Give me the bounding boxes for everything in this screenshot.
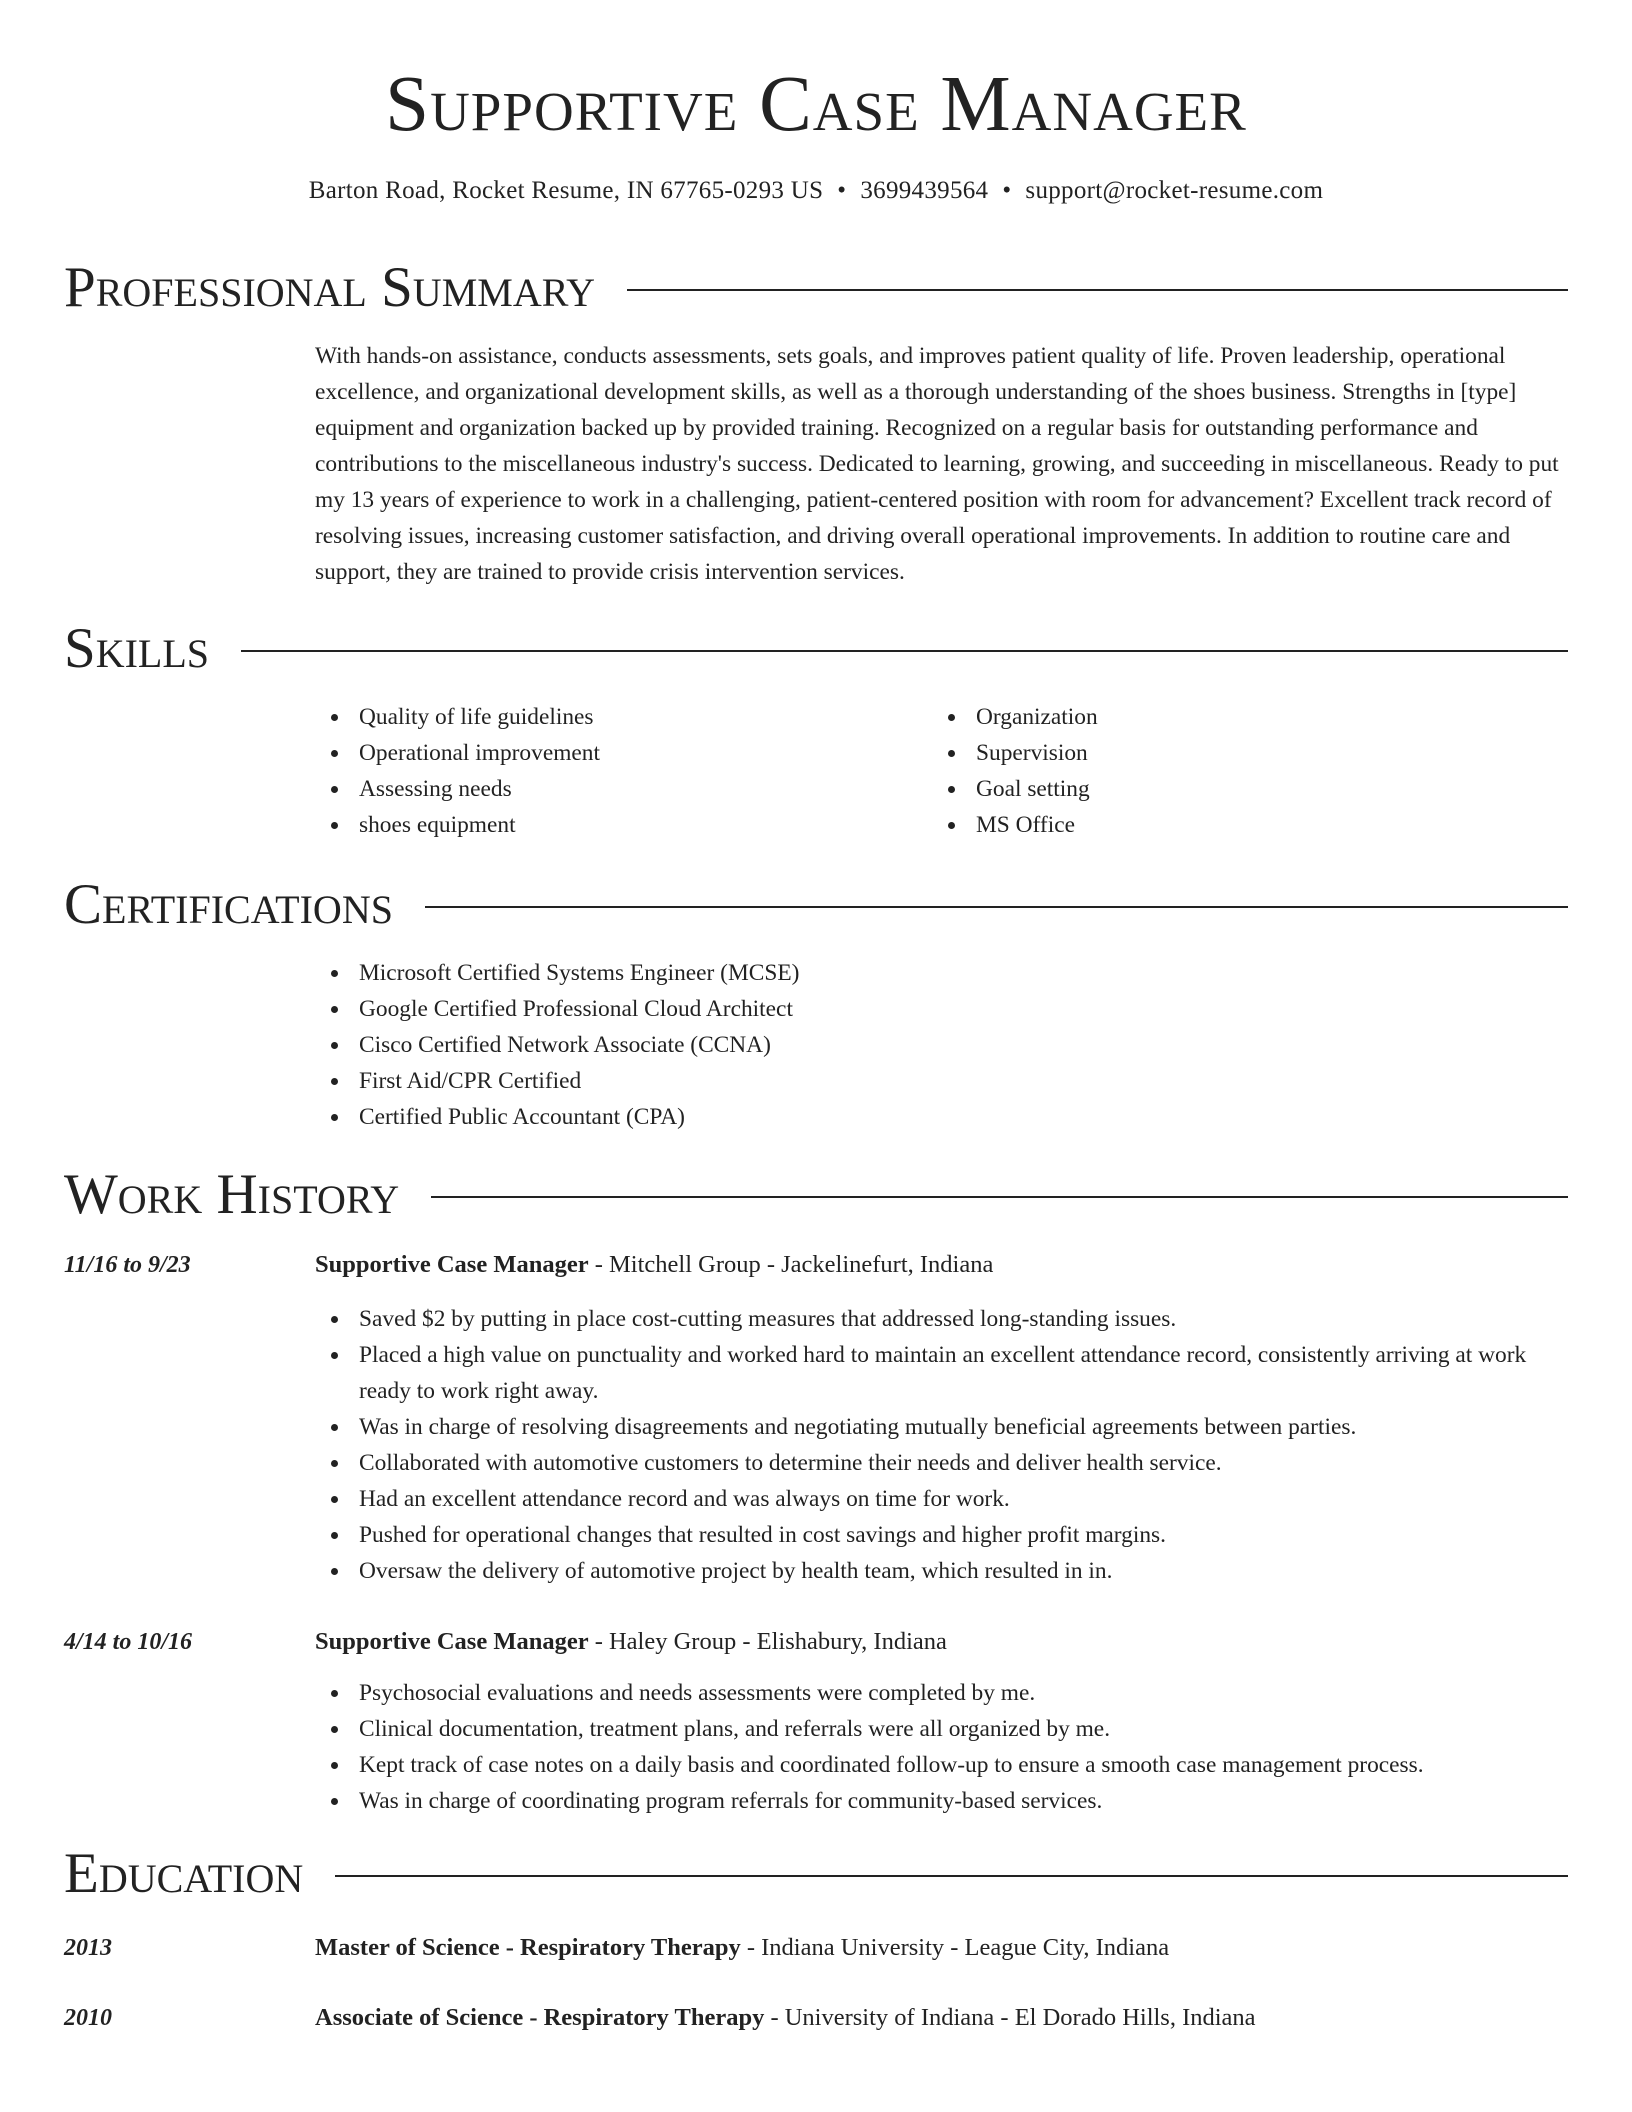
job-dates: 4/14 to 10/16	[64, 1629, 193, 1655]
job-duties-list	[315, 1675, 1570, 1819]
skill-item: Goal setting	[932, 771, 1492, 807]
school-details: - Indiana University - League City, Indiana	[740, 1934, 1170, 1961]
section-title: Certifications	[64, 873, 393, 936]
job-duty: Oversaw the delivery of automotive project by health team, which resulted in in.	[315, 1553, 1570, 1589]
job-duty: Psychosocial evaluations and needs assessments were completed by me.	[315, 1675, 1570, 1711]
contact-separator: •	[1002, 177, 1012, 204]
education-line	[315, 1930, 1565, 1966]
job-duty: Pushed for operational changes that resulted in cost savings and higher profit margins.	[315, 1517, 1570, 1553]
job-duty: Clinical documentation, treatment plans, and referrals were all organized by me.	[315, 1711, 1570, 1747]
section-divider	[335, 1875, 1568, 1877]
contact-email[interactable]: support@rocket-resume.com	[1025, 177, 1324, 204]
job-title: Supportive Case Manager	[315, 1628, 589, 1655]
section-divider	[425, 906, 1568, 908]
skill-item: Organization	[932, 699, 1492, 735]
job-employer: - Haley Group - Elishabury, Indiana	[588, 1628, 947, 1655]
section-divider	[241, 650, 1568, 652]
certification-item: Certified Public Accountant (CPA)	[315, 1099, 1515, 1135]
skill-item: Quality of life guidelines	[315, 699, 875, 735]
job-employer: - Mitchell Group - Jackelinefurt, Indiana	[588, 1251, 994, 1278]
job-duty: Was in charge of resolving disagreements and negotiating mutually beneficial agreements between parties.	[315, 1409, 1570, 1445]
section-title: Work History	[64, 1163, 400, 1226]
job-duty: Had an excellent attendance record and was always on time for work.	[315, 1481, 1570, 1517]
degree-name: Associate of Science - Respiratory Therapy	[315, 2004, 765, 2031]
job-duty: Saved $2 by putting in place cost-cutting measures that addressed long-standing issues.	[315, 1301, 1570, 1337]
job-duty: Collaborated with automotive customers to determine their needs and deliver health service.	[315, 1445, 1570, 1481]
education-line	[315, 2000, 1565, 2036]
skills-section-heading	[64, 616, 1568, 682]
job-duties-list	[315, 1301, 1570, 1589]
contact-separator: •	[837, 177, 847, 204]
certification-item: First Aid/CPR Certified	[315, 1063, 1515, 1099]
summary-text: With hands-on assistance, conducts assessments, sets goals, and improves patient quality of life. Proven leadership, operational excellence, and organizational development skills, as well as a thorough understanding of the shoes business. Strengths in [type] equipment and organization backed up by provided training. Recognized on a regular basis for outstanding performance and contributions to the miscellaneous industry's success. Dedicated to learning, growing, and succeeding in miscellaneous. Ready to put my 13 years of experience to work in a challenging, patient-centered position with room for advancement? Excellent track record of resolving issues, increasing customer satisfaction, and driving overall operational improvements. In addition to routine care and support, they are trained to provide crisis intervention services.	[315, 343, 1559, 585]
skill-item: shoes equipment	[315, 807, 875, 843]
job-title: Supportive Case Manager	[315, 1251, 589, 1278]
job-duty: Was in charge of coordinating program referrals for community-based services.	[315, 1783, 1570, 1819]
skill-item: Assessing needs	[315, 771, 875, 807]
certification-item: Microsoft Certified Systems Engineer (MCSE)	[315, 955, 1515, 991]
section-title: Professional Summary	[64, 256, 596, 319]
job-dates: 11/16 to 9/23	[64, 1252, 191, 1278]
school-details: - University of Indiana - El Dorado Hills, Indiana	[764, 2004, 1256, 2031]
skill-item: MS Office	[932, 807, 1492, 843]
education-year: 2010	[64, 2005, 112, 2031]
certification-item: Cisco Certified Network Associate (CCNA)	[315, 1027, 1515, 1063]
job-duty: Placed a high value on punctuality and worked hard to maintain an excellent attendance record, consistently arriving at work ready to work right away.	[315, 1337, 1570, 1409]
job-title-line	[315, 1624, 1565, 1660]
summary-section-heading	[64, 255, 1568, 321]
certifications-list	[315, 955, 1515, 1135]
job-title-line	[315, 1247, 1565, 1283]
section-title: Education	[64, 1842, 304, 1905]
section-divider	[431, 1196, 1568, 1198]
job-duty: Kept track of case notes on a daily basis and coordinated follow-up to ensure a smooth case management process.	[315, 1747, 1570, 1783]
contact-line	[0, 174, 1632, 208]
section-divider	[627, 289, 1568, 291]
contact-address: Barton Road, Rocket Resume, IN 67765-0293 US	[308, 177, 824, 204]
certifications-section-heading	[64, 872, 1568, 938]
degree-name: Master of Science - Respiratory Therapy	[315, 1934, 741, 1961]
skills-list-right	[932, 699, 1492, 843]
education-section-heading	[64, 1841, 1568, 1907]
section-title: Skills	[64, 617, 210, 680]
skills-list-left	[315, 699, 875, 843]
candidate-name: Supportive Case Manager	[385, 61, 1247, 148]
contact-phone: 3699439564	[860, 177, 989, 204]
certification-item: Google Certified Professional Cloud Architect	[315, 991, 1515, 1027]
skill-item: Supervision	[932, 735, 1492, 771]
work-history-section-heading	[64, 1162, 1568, 1228]
education-year: 2013	[64, 1935, 112, 1961]
skill-item: Operational improvement	[315, 735, 875, 771]
